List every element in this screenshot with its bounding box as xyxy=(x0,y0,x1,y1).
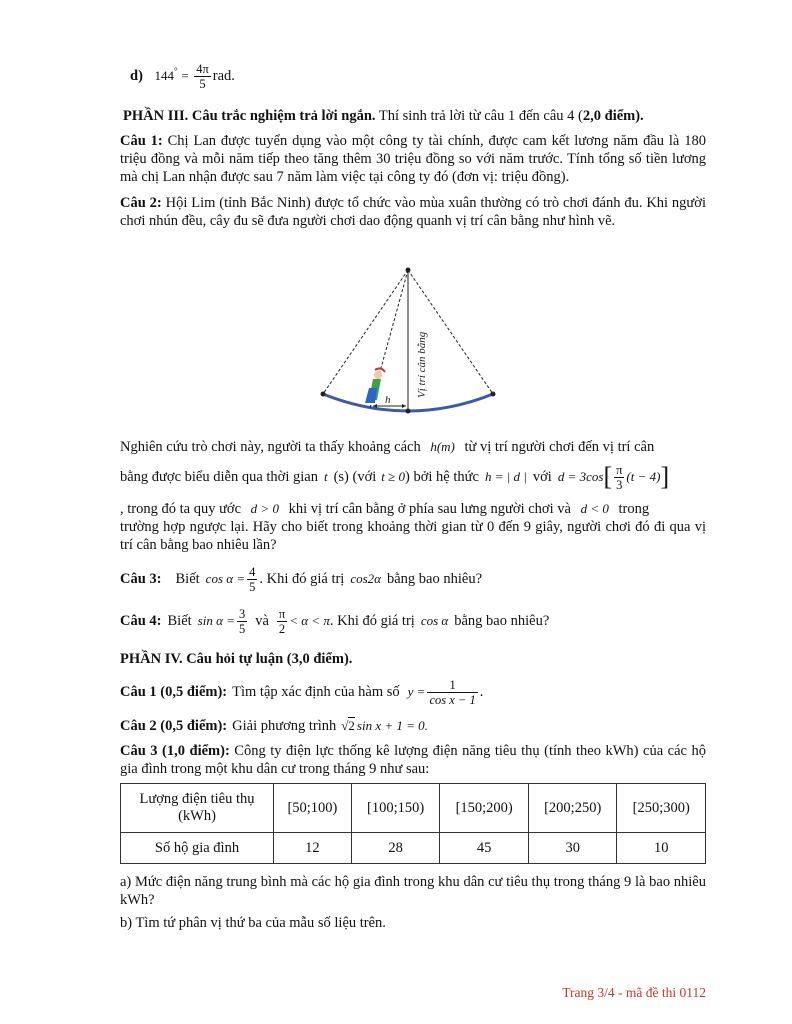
equilibrium-label: Vị trí cân bằng xyxy=(416,331,428,398)
p3-q3-text-c: bằng bao nhiêu? xyxy=(387,570,483,587)
p3-q2-line2 xyxy=(120,460,720,494)
p3-q3-label: Câu 3: xyxy=(120,570,162,587)
h-label: h xyxy=(385,394,391,406)
p3-q2-text-f: với xyxy=(532,468,552,485)
p3-q3-text-a: Biết xyxy=(175,570,200,587)
p4-q3-text: Công ty điện lực thống kê lượng điện năng tiêu thụ (tính theo kWh) của các hộ gia đình trong một khu dân cư trong tháng 9 như sau: xyxy=(120,743,706,777)
p3-q4-pi: π xyxy=(278,606,286,621)
p4-q3-part-a: a) Mức điện năng trung bình mà các hộ gia đình trong khu dân cư tiêu thụ trong tháng 9 là bao nhiêu kWh? xyxy=(120,874,706,908)
part4-question-1 xyxy=(120,674,706,710)
p3-q3-den: 5 xyxy=(249,579,256,594)
p3-q4-and: và xyxy=(255,612,269,629)
p4-q3-part-b: b) Tìm tứ phân vị thứ ba của mẫu số liệu trên. xyxy=(120,915,386,931)
part4-heading xyxy=(120,650,706,668)
p4-q2-sqrt: √2 xyxy=(341,718,355,733)
table-header-consumption: Lượng điện tiêu thụ (kWh) xyxy=(121,784,274,833)
table-cell-interval: [150;200) xyxy=(440,784,529,833)
p3-q2-text-e: ) bởi hệ thức xyxy=(405,468,479,485)
p4-q1-y: y = xyxy=(407,684,426,699)
p3-q2-dexpr-tail: (t − 4) xyxy=(626,469,661,484)
p3-q4-two: 2 xyxy=(277,621,287,636)
p3-q4-pi-over-2 xyxy=(277,607,287,636)
p3-q3-num: 4 xyxy=(249,564,256,579)
p4-q1-label: Câu 1 (0,5 điểm): xyxy=(120,683,228,700)
p3-q3-fraction xyxy=(247,565,257,594)
p3-q2-line3 xyxy=(120,500,706,518)
consumption-table xyxy=(120,783,706,864)
part3-question-2 xyxy=(120,194,706,230)
p3-q2-hd: h = | d | xyxy=(484,469,527,484)
part3-heading xyxy=(123,107,709,125)
p4-q2-root: 2 xyxy=(348,718,355,733)
p4-q2-text: Giải phương trình xyxy=(232,717,337,734)
p3-q2-pi: π xyxy=(616,462,623,477)
part3-question-3 xyxy=(120,561,706,597)
p3-q2-three: 3 xyxy=(614,477,624,492)
player-icon xyxy=(365,368,385,403)
p3-q2-line1 xyxy=(120,438,706,456)
table-cell-interval: [250;300) xyxy=(617,784,706,833)
p3-q2-text-h: khi vị trí cân bằng ở phía sau lưng người chơi và xyxy=(288,501,571,517)
table-cell-interval: [200;250) xyxy=(528,784,617,833)
table-cell-count: 30 xyxy=(528,833,617,864)
item-d-eq: = xyxy=(181,67,189,83)
table-cell-interval: [100;150) xyxy=(351,784,440,833)
item-d-num: 4π xyxy=(196,62,209,76)
table-cell-count: 28 xyxy=(351,833,440,864)
p3-q2-t: t xyxy=(323,469,328,484)
item-d-lhs: 144 xyxy=(154,67,175,83)
p3-q2-hm: h(m) xyxy=(430,439,455,454)
table-header-households: Số hộ gia đình xyxy=(121,833,274,864)
p3-q4-text-c: bằng bao nhiêu? xyxy=(454,612,550,629)
p3-q4-fraction xyxy=(237,607,247,636)
page-footer: Trang 3/4 - mã đề thi 0112 xyxy=(562,985,706,1000)
part3-points: 2,0 điểm). xyxy=(582,108,644,124)
p3-q2-text-c: bằng được biểu diễn qua thời gian xyxy=(120,468,318,485)
p4-q1-fraction xyxy=(427,678,477,707)
p3-q3-cos: cos α = xyxy=(205,571,246,586)
p3-q2-line4: trường hợp ngược lại. Hãy cho biết trong khoảng thời gian từ 0 đến 9 giây, người chơi đó đi qua vị trí cân bằng bao nhiêu lần? xyxy=(120,519,706,553)
p3-q1-text: Chị Lan được tuyển dụng vào một công ty tài chính, được cam kết lương năm đầu là 180 triệu đồng và mỗi năm tiếp theo tăng thêm 30 triệu đồng so với năm trước. Tính tổng số tiền lương mà chị Lan nhận được sau 7 năm làm việc tại công ty đó (đơn vị: triệu đồng). xyxy=(120,133,706,185)
table-row-counts xyxy=(121,833,706,864)
p3-q2-dpos: d > 0 xyxy=(250,501,279,516)
table-cell-count: 45 xyxy=(440,833,529,864)
p4-q1-end: . xyxy=(479,683,484,700)
part3-question-1 xyxy=(120,132,706,186)
part4-title: PHẦN IV. Câu hỏi tự luận (3,0 điểm). xyxy=(120,651,353,667)
p3-q2-tcond: t ≥ 0 xyxy=(381,469,406,484)
swing-figure xyxy=(315,258,510,418)
p3-q4-text-b: . Khi đó giá trị xyxy=(329,612,415,629)
p3-q4-label: Câu 4: xyxy=(120,612,162,629)
pivot-point xyxy=(406,268,411,273)
p3-q1-label: Câu 1: xyxy=(120,133,163,149)
p3-q2-pi-over-3 xyxy=(614,463,624,492)
p4-q1-text: Tìm tập xác định của hàm số xyxy=(232,683,400,700)
item-d-label: d) xyxy=(130,67,143,84)
p4-q2-label: Câu 2 (0,5 điểm): xyxy=(120,717,228,734)
p4-q1-num: 1 xyxy=(449,677,456,692)
p3-q2-text-d: (s) (với xyxy=(333,468,377,485)
item-d-degree: ° xyxy=(174,66,178,76)
left-rope xyxy=(323,270,408,394)
p3-q2-bracket-left: [ xyxy=(603,462,613,491)
p3-q2-dexpr: d = 3cos xyxy=(557,469,604,484)
p3-q2-bracket-right: ] xyxy=(660,462,670,491)
table-row-intervals xyxy=(121,784,706,833)
p3-q3-text-b: . Khi đó giá trị xyxy=(259,570,345,587)
part4-question-3 xyxy=(120,742,706,778)
p3-q2-text: Hội Lim (tỉnh Bắc Ninh) được tổ chức vào mùa xuân thường có trò chơi đánh đu. Khi người chơi nhún đều, cây đu sẽ đưa người chơi dao động quanh vị trí cân bằng như hình vẽ. xyxy=(120,195,706,229)
item-d-unit: rad. xyxy=(212,67,235,84)
p4-q2-equation: sin x + 1 = 0. xyxy=(356,718,428,733)
p4-q1-den: cos x − 1 xyxy=(429,692,476,707)
item-d-den: 5 xyxy=(194,76,211,91)
p3-q2-text-g: , trong đó ta quy ước xyxy=(120,501,242,517)
p3-q2-label: Câu 2: xyxy=(120,195,162,211)
item-d xyxy=(130,62,235,91)
p3-q4-num: 3 xyxy=(238,606,246,621)
item-d-fraction xyxy=(194,62,211,91)
table-cell-count: 10 xyxy=(617,833,706,864)
p3-q2-dneg: d < 0 xyxy=(580,501,609,516)
table-cell-count: 12 xyxy=(274,833,352,864)
p3-q2-text-a: Nghiên cứu trò chơi này, người ta thấy khoảng cách xyxy=(120,439,421,455)
part3-title: PHẦN III. Câu trắc nghiệm trả lời ngắn. xyxy=(123,108,376,124)
part3-question-4 xyxy=(120,603,706,639)
p3-q4-range: < α < π xyxy=(289,613,330,628)
table-cell-interval: [50;100) xyxy=(274,784,352,833)
p3-q4-text-a: Biết xyxy=(167,612,192,629)
part4-question-2 xyxy=(120,716,706,736)
p4-q3-label: Câu 3 (1,0 điểm): xyxy=(120,743,230,759)
p3-q3-cos2: cos2α xyxy=(350,571,381,586)
p3-q4-den: 5 xyxy=(238,621,246,636)
p3-q2-text-b: từ vị trí người chơi đến vị trí cân xyxy=(464,439,655,455)
p3-q4-sin: sin α = xyxy=(197,613,235,628)
bottom-point xyxy=(406,409,411,414)
part3-instructions: Thí sinh trả lời từ câu 1 đến câu 4 ( xyxy=(375,108,583,124)
p3-q2-text-i: trong xyxy=(618,501,650,517)
left-endpoint xyxy=(321,392,326,397)
p3-q4-cos: cos α xyxy=(420,613,449,628)
right-endpoint xyxy=(491,392,496,397)
